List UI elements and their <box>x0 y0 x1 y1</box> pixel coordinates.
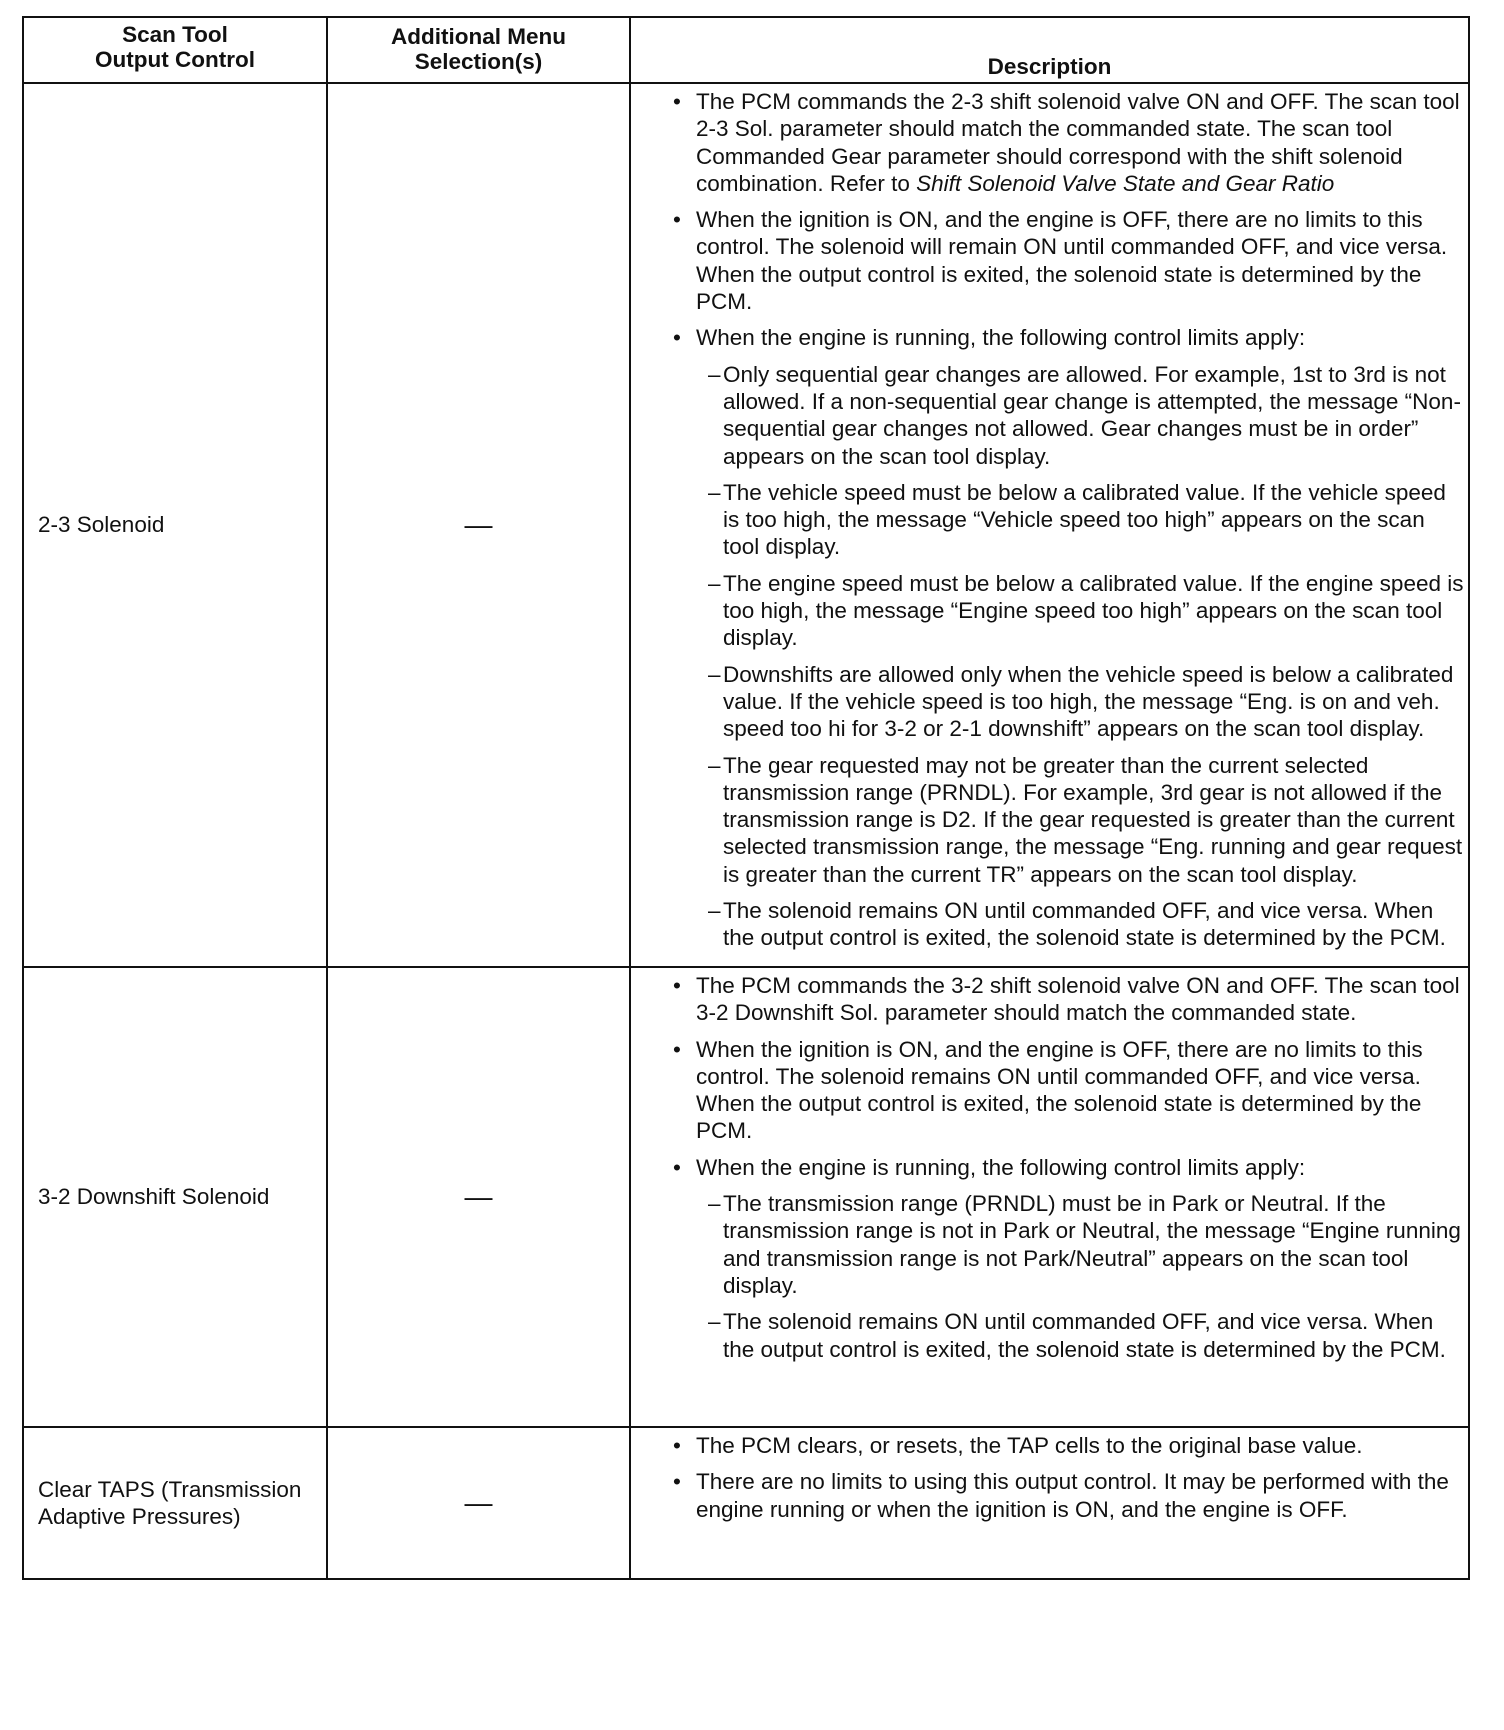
bullet-text: When the engine is running, the following control limits apply: <box>696 1154 1306 1180</box>
limit-item <box>696 752 1464 888</box>
description-bullet <box>673 1432 1464 1459</box>
output-control-cell <box>23 1427 327 1579</box>
limit-item <box>696 897 1464 952</box>
menu-selection-cell <box>327 1427 630 1579</box>
menu-selection-cell <box>327 83 630 967</box>
limit-sublist <box>696 361 1464 952</box>
table-row-3-2-downshift-solenoid <box>23 967 1469 1427</box>
bullet-text: When the ignition is ON, and the engine is OFF, there are no limits to this control. The solenoid will remain ON until commanded OFF, and vice versa. When the output control is exited, the solenoid state is determined by the PCM. <box>696 207 1448 315</box>
description-bullet <box>673 1154 1464 1363</box>
limit-item <box>696 361 1464 470</box>
limit-text: The solenoid remains ON until commanded OFF, and vice versa. When the output control is exited, the solenoid state is determined by the PCM. <box>723 898 1446 951</box>
output-control-cell <box>23 967 327 1427</box>
description-bullet <box>673 1468 1464 1523</box>
reference-link-text: Shift Solenoid Valve State and Gear Ratio <box>916 170 1335 196</box>
limit-sublist <box>696 1190 1464 1363</box>
menu-selection-value: — <box>464 1181 493 1213</box>
description-bullet <box>673 972 1464 1027</box>
limit-item <box>696 479 1464 561</box>
limit-text: The gear requested may not be greater than the current selected transmission range (PRNDL). For example, 3rd gear is not allowed if the transmission range is D2. If the gear requested is greater than the current selected transmission range, the message “Eng. running and gear request is greater than the current TR” appears on the scan tool display. <box>723 752 1463 887</box>
output-control-name: 2-3 Solenoid <box>38 512 165 538</box>
limit-text: Downshifts are allowed only when the vehicle speed is below a calibrated value. If the vehicle speed is too high, the message “Eng. is on and veh. speed too hi for 3-2 or 2-1 downshift” appears on the scan tool display. <box>723 661 1454 742</box>
menu-selection-value: — <box>464 1487 493 1519</box>
description-bullets <box>673 972 1464 1363</box>
description-bullet <box>673 206 1464 315</box>
bullet-text: The PCM clears, or resets, the TAP cells to the original base value. <box>696 1433 1363 1458</box>
description-cell <box>630 83 1469 967</box>
description-bullets <box>673 1432 1464 1523</box>
output-control-name: 3-2 Downshift Solenoid <box>38 1184 270 1210</box>
description-bullet <box>673 88 1464 197</box>
limit-item <box>696 1308 1464 1363</box>
output-control-table-page <box>22 16 1468 1580</box>
limit-item <box>696 1190 1464 1299</box>
bullet-text: When the ignition is ON, and the engine is OFF, there are no limits to this control. The solenoid remains ON until commanded OFF, and vice versa. When the output control is exited, the solenoid state is determined by the PCM. <box>696 1036 1423 1144</box>
header-description-text: Description <box>987 54 1112 79</box>
menu-selection-cell <box>327 967 630 1427</box>
limit-text: The vehicle speed must be below a calibrated value. If the vehicle speed is too high, the message “Vehicle speed too high” appears on the scan tool display. <box>723 479 1446 560</box>
limit-text: The solenoid remains ON until commanded OFF, and vice versa. When the output control is exited, the solenoid state is determined by the PCM. <box>723 1309 1446 1362</box>
limit-text: The transmission range (PRNDL) must be in Park or Neutral. If the transmission range is not in Park or Neutral, the message “Engine running and transmission range is not Park/Neutral” appears on the scan tool display. <box>723 1191 1461 1298</box>
header-description <box>630 17 1469 83</box>
table-row-clear-taps <box>23 1427 1469 1579</box>
description-bullet <box>673 1036 1464 1145</box>
header-row <box>23 17 1469 83</box>
bullet-text: The PCM commands the 2-3 shift solenoid valve ON and OFF. The scan tool 2-3 Sol. parameter should match the commanded state. The scan tool Commanded Gear parameter should correspond with the shift solenoid combination. Refer to <box>696 89 1460 196</box>
bullet-text: There are no limits to using this output control. It may be performed with the engine running or when the ignition is ON, and the engine is OFF. <box>696 1469 1449 1522</box>
menu-selection-value: — <box>464 509 493 541</box>
bullet-text: When the engine is running, the following control limits apply: <box>696 325 1306 351</box>
table-row-2-3-solenoid <box>23 83 1469 967</box>
output-control-cell <box>23 83 327 967</box>
bullet-text: The PCM commands the 3-2 shift solenoid valve ON and OFF. The scan tool 3-2 Downshift Sol. parameter should match the commanded state. <box>696 973 1460 1026</box>
output-control-table <box>22 16 1470 1580</box>
output-control-name: Clear TAPS (Transmission Adaptive Pressures) <box>38 1476 302 1529</box>
header-menu-selection-text: Additional Menu Selection(s) <box>391 24 566 74</box>
limit-item <box>696 570 1464 652</box>
header-output-control <box>23 17 327 83</box>
description-cell <box>630 1427 1469 1579</box>
description-bullet <box>673 324 1464 951</box>
header-menu-selection <box>327 17 630 83</box>
limit-text: The engine speed must be below a calibrated value. If the engine speed is too high, the message “Engine speed too high” appears on the scan tool display. <box>723 570 1464 651</box>
limit-text: Only sequential gear changes are allowed. For example, 1st to 3rd is not allowed. If a non-sequential gear change is attempted, the message “Non-sequential gear changes not allowed. Gear changes must be in order” appears on the scan tool display. <box>723 361 1461 469</box>
description-bullets <box>673 88 1464 952</box>
header-output-control-text: Scan Tool Output Control <box>95 22 255 72</box>
limit-item <box>696 661 1464 743</box>
description-cell <box>630 967 1469 1427</box>
